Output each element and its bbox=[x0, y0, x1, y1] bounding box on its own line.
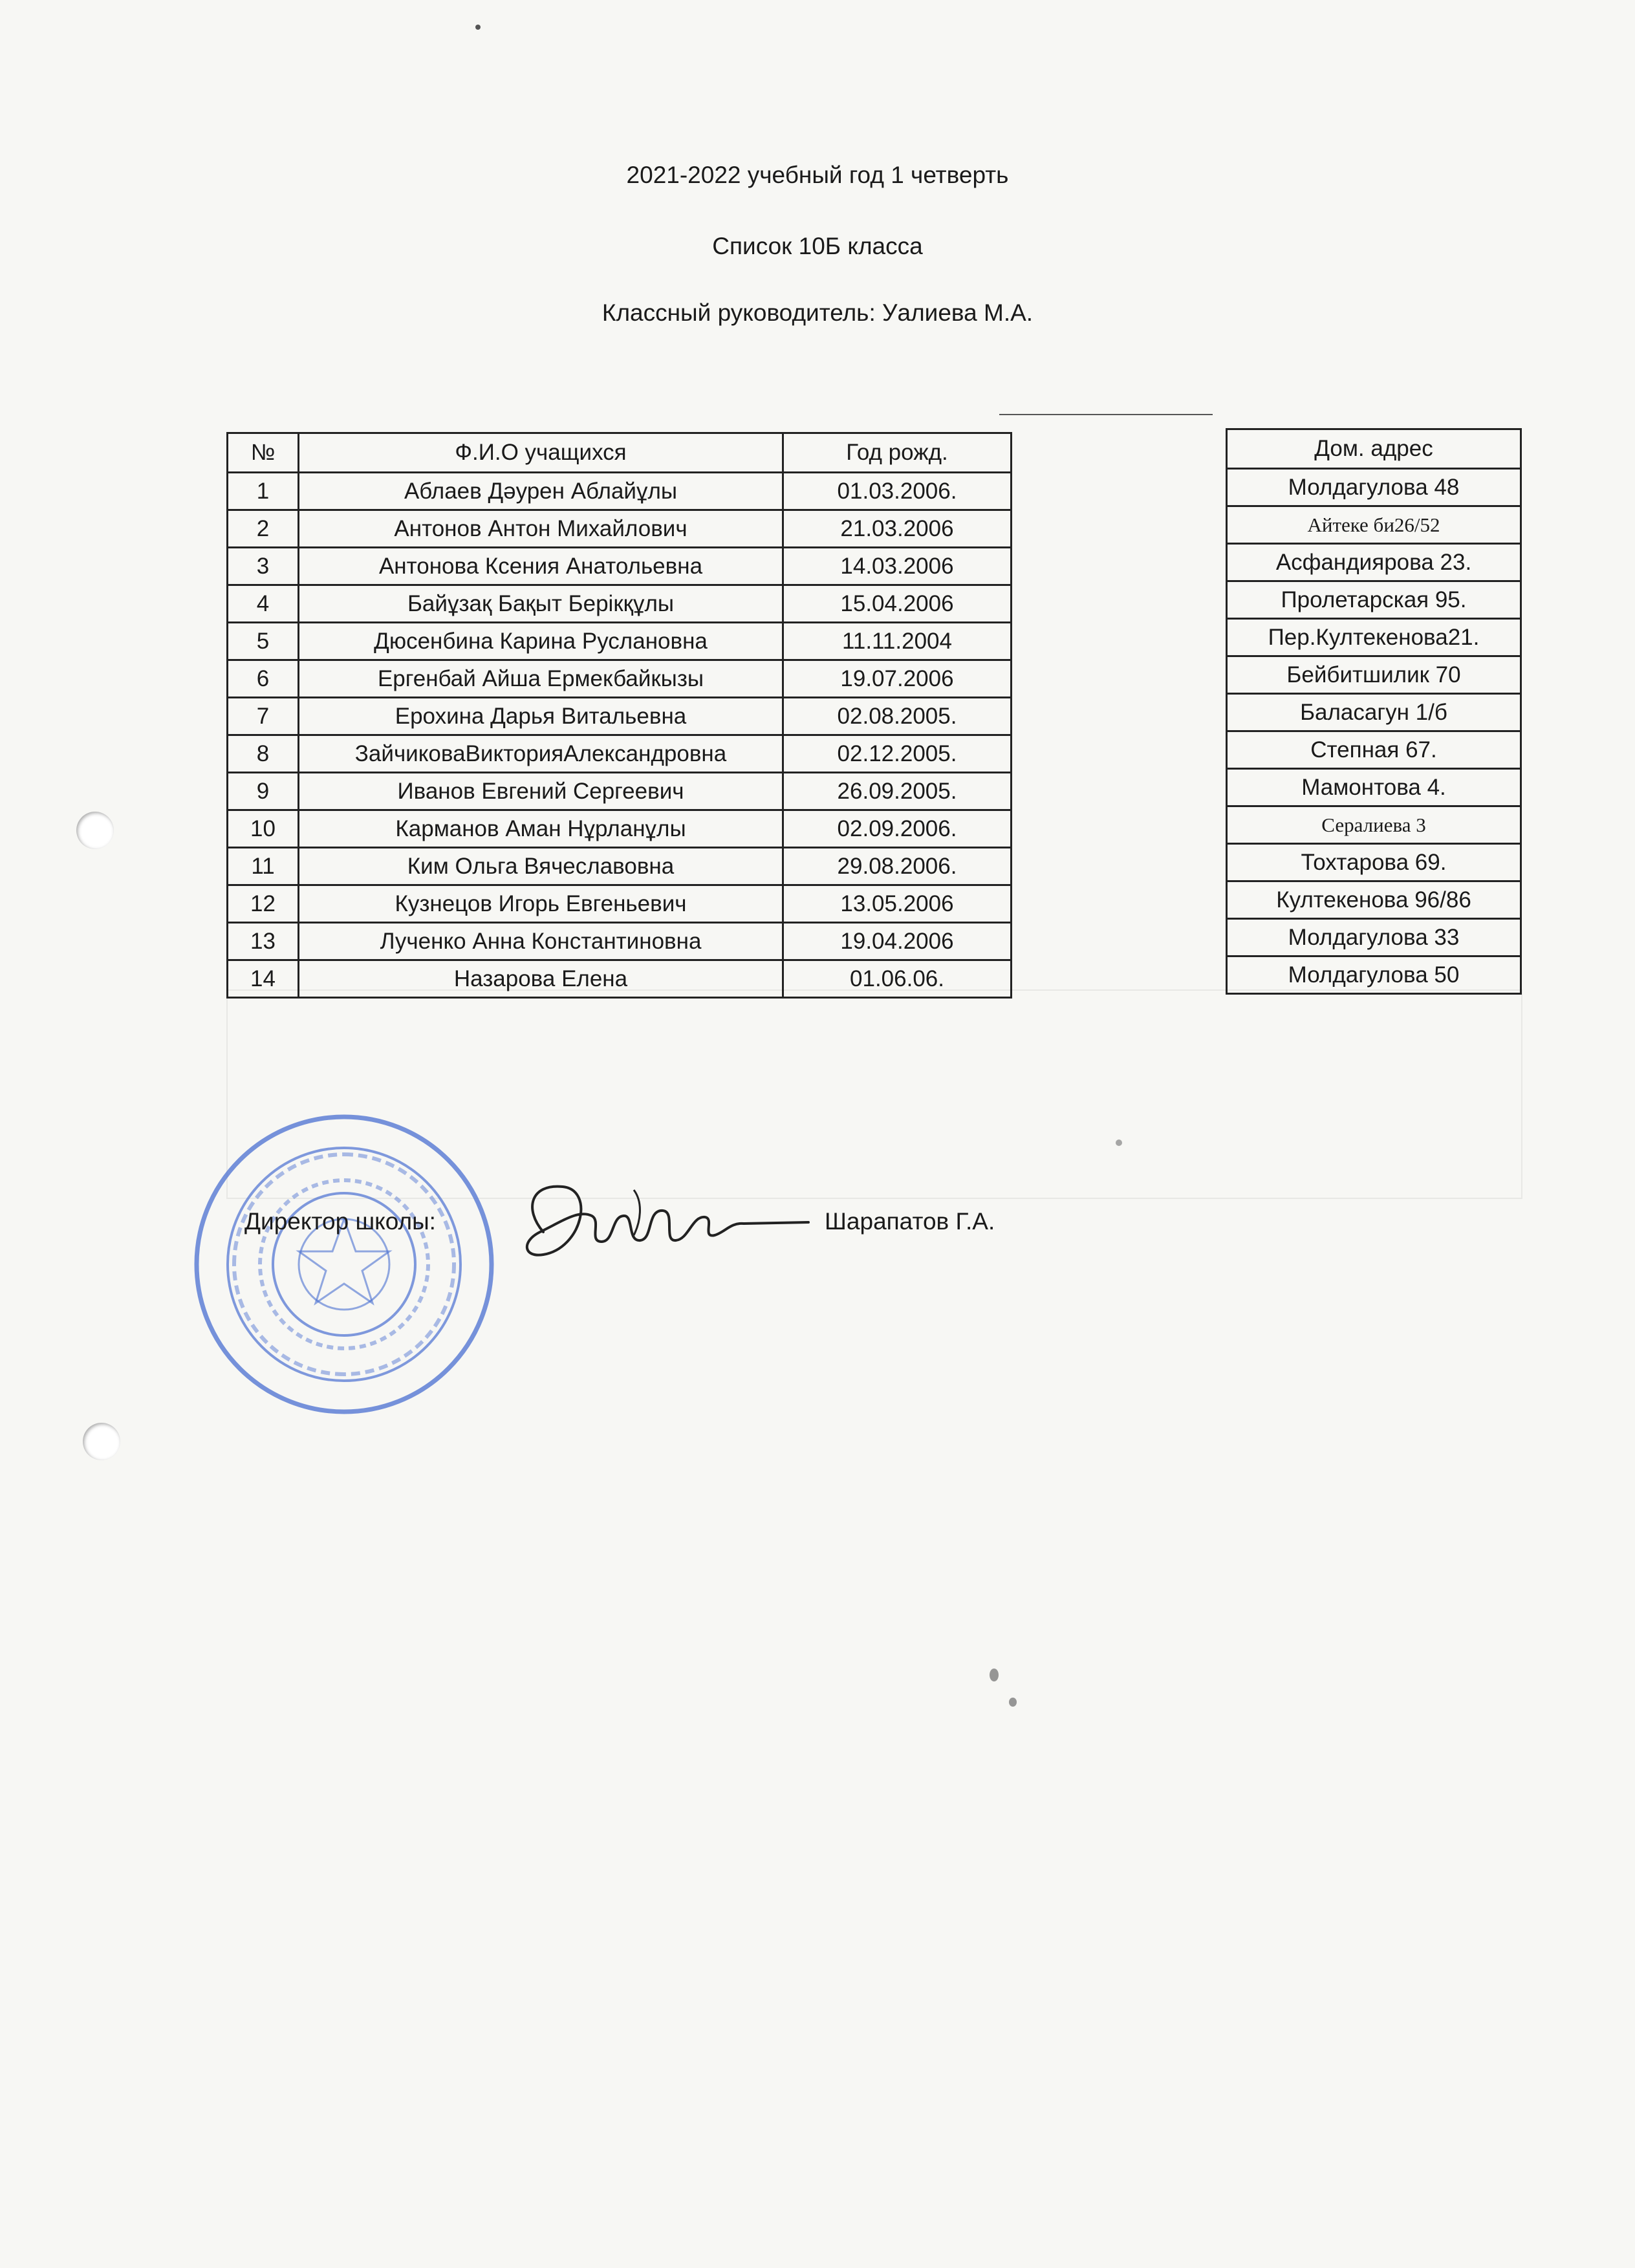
cell-address: Пролетарская 95. bbox=[1227, 581, 1521, 619]
faded-cell bbox=[999, 620, 1226, 657]
faded-cell bbox=[999, 507, 1226, 545]
cell-address: Тохтарова 69. bbox=[1227, 844, 1521, 881]
director-label: Директор школы: bbox=[244, 1208, 436, 1235]
faded-cell bbox=[999, 920, 1226, 957]
cell-address: Молдагулова 50 bbox=[1227, 956, 1521, 994]
table-row bbox=[228, 585, 1012, 623]
punch-hole-bottom bbox=[83, 1423, 120, 1460]
table-row bbox=[228, 698, 1012, 735]
address-row bbox=[1227, 694, 1521, 731]
address-row bbox=[1227, 769, 1521, 806]
cell-birth: 26.09.2005. bbox=[783, 773, 1012, 810]
table-row bbox=[228, 960, 1012, 998]
cell-name: Лученко Анна Константиновна bbox=[299, 923, 783, 960]
address-row bbox=[1227, 581, 1521, 619]
address-table bbox=[1226, 428, 1522, 995]
cell-name: Антонов Антон Михайлович bbox=[299, 510, 783, 548]
faded-cell bbox=[999, 657, 1226, 695]
cell-name: Карманов Аман Нұрланұлы bbox=[299, 810, 783, 848]
cell-num: 1 bbox=[228, 473, 299, 510]
table-row bbox=[228, 735, 1012, 773]
cell-address: Молдагулова 48 bbox=[1227, 469, 1521, 506]
cell-birth: 19.07.2006 bbox=[783, 660, 1012, 698]
cell-name: Аблаев Дәурен Аблайұлы bbox=[299, 473, 783, 510]
director-name: Шарапатов Г.А. bbox=[825, 1208, 995, 1235]
cell-name: Дюсенбина Карина Руслановна bbox=[299, 623, 783, 660]
header-number: № bbox=[228, 433, 299, 473]
class-teacher-heading: Классный руководитель: Уалиева М.А. bbox=[601, 299, 1034, 326]
cell-name: Ким Ольга Вячеславовна bbox=[299, 848, 783, 885]
paper-speck bbox=[1009, 1698, 1017, 1707]
cell-address: Молдагулова 33 bbox=[1227, 919, 1521, 956]
cell-name: Ерохина Дарья Витальевна bbox=[299, 698, 783, 735]
cell-name: Назарова Елена bbox=[299, 960, 783, 998]
cell-name: Ергенбай Айша Ермекбайкызы bbox=[299, 660, 783, 698]
table-row bbox=[228, 885, 1012, 923]
cell-birth: 02.09.2006. bbox=[783, 810, 1012, 848]
address-row bbox=[1227, 956, 1521, 994]
cell-num: 2 bbox=[228, 510, 299, 548]
cell-birth: 19.04.2006 bbox=[783, 923, 1012, 960]
cell-address: Асфандиярова 23. bbox=[1227, 544, 1521, 581]
table-row bbox=[228, 660, 1012, 698]
address-row bbox=[1227, 806, 1521, 844]
cell-num: 10 bbox=[228, 810, 299, 848]
student-table bbox=[226, 432, 1012, 999]
cell-name: Иванов Евгений Сергеевич bbox=[299, 773, 783, 810]
paper-speck bbox=[475, 25, 481, 30]
cell-address: Мамонтова 4. bbox=[1227, 769, 1521, 806]
table-row bbox=[228, 923, 1012, 960]
header-name: Ф.И.О учащихся bbox=[299, 433, 783, 473]
cell-address: Бейбитшилик 70 bbox=[1227, 656, 1521, 694]
cell-name: Антонова Ксения Анатольевна bbox=[299, 548, 783, 585]
table-row bbox=[228, 548, 1012, 585]
cell-birth: 14.03.2006 bbox=[783, 548, 1012, 585]
official-stamp bbox=[189, 1109, 499, 1420]
cell-birth: 13.05.2006 bbox=[783, 885, 1012, 923]
address-row bbox=[1227, 919, 1521, 956]
cell-birth: 11.11.2004 bbox=[783, 623, 1012, 660]
table-row bbox=[228, 848, 1012, 885]
faded-cell bbox=[999, 807, 1226, 845]
cell-num: 8 bbox=[228, 735, 299, 773]
address-row bbox=[1227, 544, 1521, 581]
cell-num: 14 bbox=[228, 960, 299, 998]
cell-birth: 02.08.2005. bbox=[783, 698, 1012, 735]
cell-birth: 01.03.2006. bbox=[783, 473, 1012, 510]
cell-birth: 02.12.2005. bbox=[783, 735, 1012, 773]
cell-name: Кузнецов Игорь Евгеньевич bbox=[299, 885, 783, 923]
faded-cell bbox=[999, 695, 1226, 732]
address-row bbox=[1227, 731, 1521, 769]
header-birth: Год рожд. bbox=[783, 433, 1012, 473]
table-row bbox=[228, 623, 1012, 660]
faded-cell bbox=[999, 770, 1226, 807]
cell-num: 13 bbox=[228, 923, 299, 960]
cell-name: Байұзақ Бақыт Берікқұлы bbox=[299, 585, 783, 623]
cell-num: 12 bbox=[228, 885, 299, 923]
cell-address: Степная 67. bbox=[1227, 731, 1521, 769]
class-list-heading: Список 10Б класса bbox=[712, 233, 923, 259]
cell-num: 9 bbox=[228, 773, 299, 810]
table-row bbox=[228, 810, 1012, 848]
cell-address: Баласагун 1/б bbox=[1227, 694, 1521, 731]
cell-birth: 29.08.2006. bbox=[783, 848, 1012, 885]
paper-speck bbox=[990, 1669, 999, 1681]
faded-cell bbox=[999, 545, 1226, 582]
separator-line bbox=[999, 414, 1213, 415]
faded-cell bbox=[999, 845, 1226, 882]
faded-cell bbox=[999, 732, 1226, 770]
table-row bbox=[228, 473, 1012, 510]
cell-num: 5 bbox=[228, 623, 299, 660]
address-row bbox=[1227, 656, 1521, 694]
cell-birth: 01.06.06. bbox=[783, 960, 1012, 998]
faded-middle-column bbox=[999, 432, 1226, 957]
address-header-row bbox=[1227, 429, 1521, 469]
punch-hole-top bbox=[76, 812, 114, 849]
cell-num: 4 bbox=[228, 585, 299, 623]
address-row bbox=[1227, 506, 1521, 544]
paper-speck bbox=[1116, 1139, 1122, 1146]
header-address: Дом. адрес bbox=[1227, 429, 1521, 469]
address-row bbox=[1227, 881, 1521, 919]
address-row bbox=[1227, 469, 1521, 506]
cell-address: Айтеке би26/52 bbox=[1227, 506, 1521, 544]
cell-num: 3 bbox=[228, 548, 299, 585]
table-row bbox=[228, 773, 1012, 810]
cell-birth: 21.03.2006 bbox=[783, 510, 1012, 548]
cell-name: ЗайчиковаВикторияАлександровна bbox=[299, 735, 783, 773]
cell-address: Пер.Култекенова21. bbox=[1227, 619, 1521, 656]
faded-cell bbox=[999, 582, 1226, 620]
table-row bbox=[228, 510, 1012, 548]
cell-address: Сералиева 3 bbox=[1227, 806, 1521, 844]
cell-num: 6 bbox=[228, 660, 299, 698]
cell-address: Култекенова 96/86 bbox=[1227, 881, 1521, 919]
faded-cell bbox=[999, 882, 1226, 920]
address-row bbox=[1227, 619, 1521, 656]
cell-num: 7 bbox=[228, 698, 299, 735]
cell-birth: 15.04.2006 bbox=[783, 585, 1012, 623]
school-year-heading: 2021-2022 учебный год 1 четверть bbox=[626, 162, 1009, 188]
address-row bbox=[1227, 844, 1521, 881]
faded-cell bbox=[999, 470, 1226, 507]
table-header-row bbox=[228, 433, 1012, 473]
faded-cell bbox=[999, 432, 1226, 470]
cell-num: 11 bbox=[228, 848, 299, 885]
director-signature bbox=[504, 1171, 815, 1280]
